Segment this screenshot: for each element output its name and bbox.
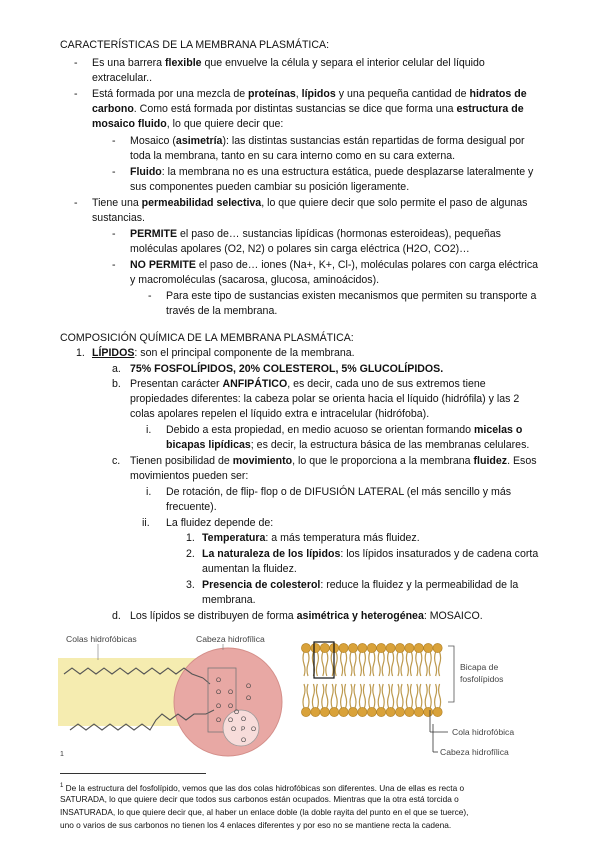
text: : reduce la fluidez y la permeabilidad de la — [320, 579, 519, 591]
item-c-i-line2: frecuente). — [166, 501, 217, 513]
bilayer-tail — [373, 684, 375, 708]
bold-text: proteínas — [248, 88, 296, 100]
bilayer-tail — [363, 684, 365, 708]
footnote-mark: 1 — [60, 783, 64, 789]
bilayer-head — [339, 707, 348, 716]
bilayer-tail — [378, 684, 380, 708]
bilayer-tail — [392, 652, 394, 676]
bilayer-head — [311, 643, 320, 652]
label-cabeza-hidrofilica-bilayer: Cabeza hidrofílica — [440, 747, 509, 757]
bilayer-tail — [416, 684, 418, 708]
item-c-ii: La fluidez depende de: — [166, 517, 274, 529]
item-naturaleza-line2: aumentan la fluidez. — [202, 563, 297, 575]
bullet-dash: - — [74, 88, 78, 100]
bold-underline-text: LÍPIDOS — [92, 347, 135, 359]
bilayer-head — [405, 643, 414, 652]
bilayer-head — [386, 707, 395, 716]
molecule-atom-label: P — [241, 726, 246, 733]
item-number: 1. — [186, 532, 195, 544]
bold-text: flexible — [165, 57, 202, 69]
bold-text: fluidez — [473, 455, 508, 467]
label-bicapa: Bicapa de — [460, 662, 499, 672]
bilayer-molecules — [301, 643, 442, 716]
bilayer-tail — [388, 652, 390, 676]
bilayer-tail — [345, 652, 347, 676]
bilayer-tail — [363, 652, 365, 676]
text: : la membrana no es una estructura estática, puede desplazarse lateralmente y — [161, 166, 534, 178]
bilayer-tail — [316, 684, 318, 708]
bold-text: Presencia de colesterol — [202, 579, 321, 591]
bilayer-tail — [369, 652, 371, 676]
molecule-atom-label: O — [216, 689, 222, 696]
phospholipid-molecule — [58, 634, 282, 758]
sub-no-permite — [130, 258, 538, 274]
bilayer-tail — [354, 684, 356, 708]
bullet-formada-line3 — [92, 117, 283, 133]
text: , es decir, cada uno de sus extremos tiene — [287, 378, 486, 390]
bilayer-tail — [416, 652, 418, 676]
bilayer-tail — [401, 684, 403, 708]
item-letter: c. — [112, 455, 121, 467]
bilayer-tail — [369, 684, 371, 708]
molecule-atom-label: O — [251, 726, 257, 733]
text: y una pequeña cantidad de — [335, 88, 470, 100]
text: , lo que quiere decir que solo permite el paso de algunas — [261, 197, 528, 209]
bilayer-tail — [420, 684, 422, 708]
bilayer-tail — [429, 684, 431, 708]
bullet-dash: - — [112, 259, 116, 271]
bilayer-tail — [316, 652, 318, 676]
bullet-permeabilidad — [92, 196, 527, 212]
bilayer-tail — [331, 684, 333, 708]
item-c-i: De rotación, de flip- flop o de DIFUSIÓN LATERAL (el más sencillo y más — [166, 486, 512, 498]
text: , lo que quiere decir que: — [166, 118, 284, 130]
item-colesterol — [202, 578, 518, 594]
label-cabeza-hidrofilica: Cabeza hidrofílica — [196, 634, 265, 644]
bullet-barrera-line2: extracelular.. — [92, 72, 153, 84]
bilayer-tail — [312, 684, 314, 708]
bilayer-head — [405, 707, 414, 716]
bilayer-tail — [425, 684, 427, 708]
bold-text: PERMITE — [130, 228, 178, 240]
bilayer-tail — [378, 652, 380, 676]
sub-permite — [130, 227, 501, 243]
bilayer-tail — [303, 684, 305, 708]
bilayer-tail — [382, 684, 384, 708]
footnote-line3: INSATURADA, lo que quiere decir que, al haber un enlace doble (la doble rayita del punto en el que se tuerce), — [60, 807, 469, 817]
bilayer-tail — [303, 652, 305, 676]
bilayer-tail — [397, 684, 399, 708]
bilayer-tail — [439, 652, 441, 676]
item-naturaleza — [202, 547, 538, 563]
text: Tienen posibilidad de — [130, 455, 233, 467]
bilayer-tail — [335, 652, 337, 676]
item-lipidos — [92, 346, 355, 362]
bilayer-tail — [406, 684, 408, 708]
bullet-dash: - — [112, 166, 116, 178]
bilayer-head — [433, 707, 442, 716]
text: . Esos — [507, 455, 537, 467]
bullet-dash: - — [74, 57, 78, 69]
bilayer-head — [386, 643, 395, 652]
section-title-caracteristicas: CARACTERÍSTICAS DE LA MEMBRANA PLASMÁTICA: — [60, 39, 330, 51]
item-b-line2: propiedades diferentes: la cabeza polar se orienta hacia el líquido (hidrófila) y las 2 — [130, 393, 520, 405]
item-letter: a. — [112, 363, 121, 375]
bilayer-head — [367, 643, 376, 652]
item-b-line3: colas apolares repelen el líquido extra e intracelular (hidrófoba). — [130, 408, 430, 420]
bold-text: permeabilidad selectiva — [141, 197, 262, 209]
text: De la estructura del fosfolípido, vemos que las dos colas hidrofóbicas son diferentes. Una de ellas es recta o — [65, 782, 465, 793]
bold-text: micelas o — [474, 424, 523, 436]
bilayer-tail — [359, 652, 361, 676]
item-number: 3. — [186, 579, 195, 591]
sub-no-permite-line2: y macromoléculas (sacarosa, glucosa, aminoácidos). — [130, 274, 380, 286]
text: Es una barrera — [92, 57, 166, 69]
bilayer-tail — [331, 652, 333, 676]
bilayer-head — [395, 643, 404, 652]
sub-fluido — [130, 165, 533, 181]
bilayer-tail — [406, 652, 408, 676]
bilayer-head — [348, 643, 357, 652]
bold-text: asimétrica y heterogénea — [296, 610, 424, 622]
bilayer-head — [358, 707, 367, 716]
bilayer-tail — [401, 652, 403, 676]
bilayer-tail — [326, 652, 328, 676]
bilayer-tail — [410, 684, 412, 708]
bilayer-tail — [420, 652, 422, 676]
bilayer-tail — [341, 652, 343, 676]
item-roman: i. — [146, 486, 152, 498]
label-colas-hidrofobicas: Colas hidrofóbicas — [66, 634, 137, 644]
bilayer-tail — [388, 684, 390, 708]
molecule-atom-label: O — [241, 716, 247, 723]
bold-text: carbono — [92, 103, 134, 115]
text: : son el principal componente de la membrana. — [134, 347, 355, 359]
text: Los lípidos se distribuyen de forma — [130, 610, 297, 622]
molecule-atom-label: O — [228, 689, 234, 696]
text: . Como está formada por distintas sustancias se dice que forma una — [133, 103, 457, 115]
text: el paso de… iones (Na+, K+, Cl-), moléculas polares con carga eléctrica — [195, 259, 539, 271]
text: Tiene una — [92, 197, 142, 209]
bold-text: NO PERMITE — [130, 259, 196, 271]
bilayer-tail — [397, 652, 399, 676]
sub-mosaico — [130, 134, 525, 150]
bilayer-head — [339, 643, 348, 652]
molecule-atom-label: O — [216, 703, 222, 710]
text: ): las distintas sustancias están repartidas de forma desigual por — [222, 135, 525, 147]
molecule-atom-label: O — [246, 683, 252, 690]
bilayer-tail — [350, 684, 352, 708]
bilayer-head — [414, 643, 423, 652]
bold-text: asimetría — [175, 135, 223, 147]
bilayer-head — [424, 643, 433, 652]
text: ; es decir, la estructura básica de las membranas celulares. — [250, 439, 530, 451]
bilayer-head — [320, 643, 329, 652]
sub-permite-line2: moléculas apolares (O2, N2) o polares sin carga eléctrica (H2O, CO2)… — [130, 243, 470, 255]
item-roman: ii. — [142, 517, 150, 529]
bilayer-tail — [345, 684, 347, 708]
bilayer-head — [377, 707, 386, 716]
text: , — [295, 88, 302, 100]
bilayer-tail — [354, 652, 356, 676]
bilayer-head — [395, 707, 404, 716]
bilayer-tail — [435, 652, 437, 676]
bilayer-head — [320, 707, 329, 716]
bilayer-tail — [335, 684, 337, 708]
bullet-dash: - — [112, 228, 116, 240]
bilayer-head — [348, 707, 357, 716]
molecule-atom-label: O — [246, 695, 252, 702]
bilayer-head — [433, 643, 442, 652]
bilayer-tail — [307, 684, 309, 708]
bold-text: mosaico fluido — [92, 118, 167, 130]
lipid-bilayer — [301, 642, 514, 757]
bold-text: lípidos — [301, 88, 336, 100]
bullet-formada — [92, 87, 527, 103]
bullet-dash: - — [74, 197, 78, 209]
bold-text: Fluido — [130, 166, 162, 178]
bilayer-tail — [429, 652, 431, 676]
text: , lo que le proporciona a la membrana — [292, 455, 474, 467]
sub-fluido-line2: sus componentes pueden cambiar su posición ligeramente. — [130, 181, 410, 193]
bilayer-tail — [392, 684, 394, 708]
text: Mosaico ( — [130, 135, 176, 147]
text: Presentan carácter — [130, 378, 223, 390]
item-number: 2. — [186, 548, 195, 560]
bilayer-tail — [350, 652, 352, 676]
molecule-atom-label: O — [231, 726, 237, 733]
bilayer-tail — [359, 684, 361, 708]
molecule-atom-label: O — [241, 737, 247, 744]
bilayer-tail — [341, 684, 343, 708]
bilayer-head — [301, 707, 310, 716]
bilayer-head — [424, 707, 433, 716]
bold-text: hidratos de — [469, 88, 527, 100]
text: Está formada por una mezcla de — [92, 88, 249, 100]
bold-text: movimiento — [232, 455, 293, 467]
bilayer-head — [367, 707, 376, 716]
item-d — [130, 609, 483, 625]
molecule-atom-label: O — [216, 717, 222, 724]
bold-text: 75% FOSFOLÍPIDOS, 20% COLESTEROL, 5% GLUCOLÍPIDOS. — [130, 363, 444, 375]
text: : MOSAICO. — [423, 610, 483, 622]
bilayer-tail — [322, 684, 324, 708]
bullet-barrera — [92, 56, 485, 72]
footnote-line4: uno o varios de sus carbonos no tienen los 4 enlaces diferentes y por eso no se mantiene recta la cadena. — [60, 820, 452, 830]
bilayer-head — [301, 643, 310, 652]
bold-text: La naturaleza de los lípidos — [202, 548, 341, 560]
bold-text: Temperatura — [202, 532, 266, 544]
phospholipid-figure — [58, 632, 558, 760]
text: : a más temperatura más fluidez. — [265, 532, 420, 544]
bilayer-tail — [425, 652, 427, 676]
bilayer-head — [330, 707, 339, 716]
bullet-formada-line2 — [92, 102, 524, 118]
bilayer-tail — [382, 652, 384, 676]
text: : los lípidos insaturados y de cadena corta — [340, 548, 539, 560]
item-b — [130, 377, 486, 393]
sub-mosaico-line2: toda la membrana, tanto en su cara interno como en su cara externa. — [130, 150, 456, 162]
molecule-atom-label: O — [234, 709, 240, 716]
molecule-atom-label: O — [228, 703, 234, 710]
bilayer-bracket — [448, 646, 454, 702]
bilayer-tail — [307, 652, 309, 676]
subsub-mecanismos-line2: través de la membrana. — [166, 305, 278, 317]
text: Debido a esta propiedad, en medio acuoso se orientan formando — [166, 424, 475, 436]
bilayer-head — [377, 643, 386, 652]
bold-text: ANFIPÁTICO — [222, 378, 288, 390]
bullet-dash: - — [148, 290, 152, 302]
label-cola-hidrofobica: Cola hidrofóbica — [452, 727, 515, 737]
item-roman: i. — [146, 424, 152, 436]
bold-text: bicapas lipídicas — [166, 439, 251, 451]
bilayer-tail — [435, 684, 437, 708]
bilayer-head — [311, 707, 320, 716]
item-b-i-line2 — [166, 438, 529, 454]
item-c — [130, 454, 537, 470]
molecule-atom-label: O — [228, 717, 234, 724]
item-letter: d. — [112, 610, 121, 622]
section-title-composicion: COMPOSICIÓN QUÍMICA DE LA MEMBRANA PLASMÁTICA: — [60, 332, 354, 344]
bold-text: estructura de — [456, 103, 524, 115]
text: que envuelve la célula y separa el interior celular del líquido — [201, 57, 485, 69]
bilayer-head — [414, 707, 423, 716]
bilayer-tail — [439, 684, 441, 708]
item-b-i — [166, 423, 522, 439]
item-a — [130, 362, 443, 378]
footnote-line2: SATURADA, lo que quiere decir que todos sus carbonos están ocupados. Mientras que la otra está torcida o — [60, 794, 459, 804]
footnote-separator — [60, 773, 206, 774]
bullet-dash: - — [112, 135, 116, 147]
item-number: 1. — [76, 347, 85, 359]
bilayer-tail — [410, 652, 412, 676]
molecule-atom-label: O — [216, 677, 222, 684]
item-colesterol-line2: membrana. — [202, 594, 256, 606]
figure-footnote-mark: 1 — [60, 751, 64, 758]
text: el paso de… sustancias lipídicas (hormonas esteroideas), pequeñas — [177, 228, 501, 240]
bilayer-tail — [322, 652, 324, 676]
bilayer-head — [358, 643, 367, 652]
item-letter: b. — [112, 378, 121, 390]
bilayer-tail — [326, 684, 328, 708]
item-c-line2: movimientos pueden ser: — [130, 470, 249, 482]
bilayer-tail — [373, 652, 375, 676]
label-fosfolipidos: fosfolípidos — [460, 674, 504, 684]
item-temperatura — [202, 531, 420, 547]
bullet-permeabilidad-line2: sustancias. — [92, 212, 145, 224]
subsub-mecanismos: Para este tipo de sustancias existen mecanismos que permiten su transporte a — [166, 290, 537, 302]
